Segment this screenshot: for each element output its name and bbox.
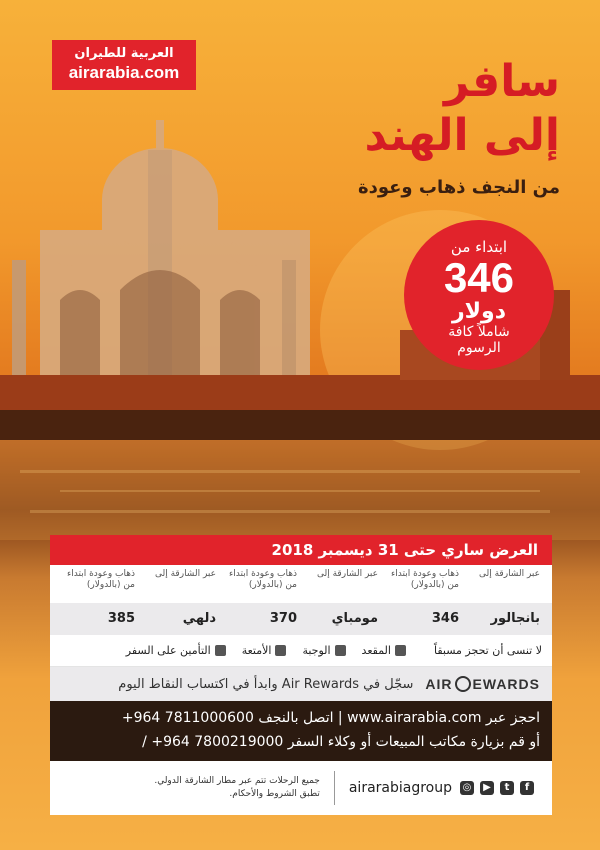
- social-links: [460, 781, 540, 795]
- price-amount: 346: [443, 254, 515, 301]
- twitter-icon[interactable]: t: [500, 781, 514, 795]
- disclaimer-line-2: تطبق الشروط والأحكام.: [229, 789, 320, 799]
- air-rewards-text: سجّل في Air Rewards وابدأ في اكتساب النقاط اليوم: [118, 676, 414, 692]
- footer-divider: [334, 771, 335, 805]
- booking-line-2: أو قم بزيارة مكاتب المبيعات أو وكلاء السفر 7800219000 964+ /: [142, 734, 540, 750]
- destination-bangalore: بانجالور: [490, 611, 540, 626]
- fare-table: [50, 565, 552, 635]
- destination-mumbai: مومباي: [331, 611, 378, 626]
- price-from: ابتداء من: [450, 238, 508, 256]
- extra-meal: [302, 644, 345, 657]
- instagram-icon[interactable]: ◎: [460, 781, 474, 795]
- table-header: عبر الشارقة إلى: [154, 569, 216, 579]
- headline-line2: إلى الهند: [364, 110, 560, 161]
- extra-insurance: [126, 644, 226, 657]
- fare-mumbai: 370: [269, 611, 297, 626]
- youtube-icon[interactable]: ▶: [480, 781, 494, 795]
- extra-seat-label: المقعد: [361, 644, 391, 657]
- footer: [50, 761, 552, 815]
- logo-arabic: العربية للطيران: [74, 46, 174, 61]
- air-rewards-logo: AIR EWARDS: [425, 676, 540, 692]
- headline-subtitle: من النجف ذهاب وعودة: [357, 177, 560, 198]
- air-rewards-banner[interactable]: [50, 667, 552, 701]
- baggage-icon: [275, 645, 286, 656]
- fare-delhi: 385: [107, 611, 135, 626]
- logo-english: airarabia.com: [68, 63, 180, 82]
- offer-card: [50, 535, 552, 815]
- booking-info: [50, 701, 552, 761]
- table-header: ذهاب وعودة ابتداء من (بالدولار): [67, 569, 135, 590]
- facebook-icon[interactable]: f: [520, 781, 534, 795]
- airarabia-logo[interactable]: [52, 40, 196, 90]
- meal-icon: [335, 645, 346, 656]
- extra-meal-label: الوجبة: [302, 644, 331, 657]
- disclaimer: [154, 775, 320, 801]
- destination-delhi: دلهي: [182, 611, 216, 626]
- booking-extras: [50, 635, 552, 667]
- table-header: عبر الشارقة إلى: [316, 569, 378, 579]
- headline-line1: سافر: [444, 56, 560, 107]
- table-header: ذهاب وعودة ابتداء من (بالدولار): [391, 569, 459, 590]
- table-row: [50, 603, 552, 635]
- headline: [220, 55, 560, 198]
- price-inclusive-2: الرسوم: [457, 340, 501, 356]
- offer-validity: العرض ساري حتى 31 ديسمبر 2018: [50, 535, 552, 565]
- fare-bangalore: 346: [431, 611, 459, 626]
- booking-line-1[interactable]: احجز عبر www.airarabia.com | اتصل بالنجف 7811000600 964+: [121, 710, 540, 726]
- seat-icon: [395, 645, 406, 656]
- extra-seat: [362, 644, 406, 657]
- insurance-icon: [215, 645, 226, 656]
- extra-insurance-label: التأمين على السفر: [125, 644, 211, 657]
- fare-table-header: [50, 565, 552, 603]
- extra-baggage: [242, 644, 287, 657]
- extra-baggage-label: الأمتعة: [241, 644, 272, 657]
- table-header: ذهاب وعودة ابتداء من (بالدولار): [229, 569, 297, 590]
- table-header: عبر الشارقة إلى: [478, 569, 540, 579]
- social-handle[interactable]: airarabiagroup: [348, 780, 452, 796]
- price-inclusive-1: شاملاً كافة: [448, 324, 510, 340]
- price-currency: دولار: [451, 299, 506, 324]
- price-badge: [404, 220, 554, 370]
- disclaimer-line-1: جميع الرحلات تتم عبر مطار الشارقة الدولي.: [154, 776, 320, 786]
- extras-lead: لا تنسى أن تحجز مسبقاً: [433, 644, 542, 657]
